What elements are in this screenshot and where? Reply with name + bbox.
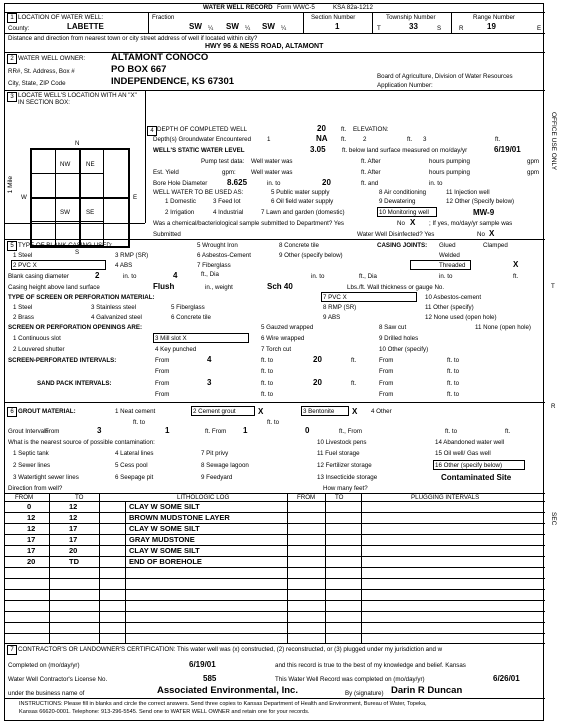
contam-fertilizer: 12 Fertilizer storage bbox=[317, 462, 372, 469]
sp-ft: ft. bbox=[351, 357, 357, 364]
log-desc: BROWN MUDSTONE LAYER bbox=[129, 513, 230, 522]
fraction-q1: SW bbox=[189, 22, 202, 31]
board-label: Board of Agriculture, Division of Water Resources bbox=[377, 73, 513, 80]
screen-label: TYPE OF SCREEN OR PERFORATION MATERIAL: bbox=[8, 294, 155, 301]
form-ksa: KSA 82a-1212 bbox=[333, 4, 373, 11]
table-row bbox=[5, 546, 545, 555]
instructions-line-2: Kansas 66620-0001. Telephone: 913-296-5545. Send one to WATER WELL OWNER and retain one for your records. bbox=[19, 709, 310, 715]
log-from: 17 bbox=[27, 546, 36, 555]
se-label: SE bbox=[86, 209, 95, 216]
sp-from-row2: From bbox=[155, 368, 170, 375]
grout-cement-x: X bbox=[258, 407, 264, 416]
log-rule bbox=[5, 611, 287, 612]
side-sec-label: SEC bbox=[550, 512, 557, 526]
sand-to-value: 20 bbox=[313, 378, 322, 387]
contam-insecticide: 13 Insecticide storage bbox=[317, 474, 378, 481]
contam-oilgas: 15 Oil well/ Gas well bbox=[435, 450, 491, 457]
fraction-q2: SW bbox=[226, 22, 239, 31]
compass-e: E bbox=[133, 194, 138, 201]
log-desc: GRAY MUDSTONE bbox=[129, 535, 195, 544]
contam-sewer: 2 Sewer lines bbox=[13, 462, 51, 469]
record-text: This Water Well Record was completed on (mo/day/yr) bbox=[275, 676, 425, 683]
instructions-line-1: INSTRUCTIONS: Please fill in blanks and circle the correct answers. Send three copies to Kansas Department of Health and Environment, Bureau of Water, Topeka, bbox=[19, 701, 427, 707]
casing-steel: 1 Steel bbox=[13, 252, 33, 259]
log-header-from: FROM bbox=[15, 494, 34, 501]
grout-bentonite: 3 Bentonite bbox=[303, 408, 335, 415]
business-label: under the business name of bbox=[8, 690, 85, 697]
yield-hours: hours pumping bbox=[429, 169, 470, 176]
range-label: Range Number bbox=[473, 14, 515, 21]
license-label: Water Well Contractor's License No. bbox=[8, 676, 108, 683]
log-desc: END OF BOREHOLE bbox=[129, 557, 202, 566]
opening-wire: 6 Wire wrapped bbox=[261, 335, 305, 342]
sand-ft: ft. bbox=[351, 380, 357, 387]
section-6-number: 6 bbox=[7, 407, 17, 417]
grout-ft-from: ft., From bbox=[339, 428, 363, 435]
gw3-number: 3 bbox=[423, 136, 427, 143]
threaded-x: X bbox=[513, 260, 519, 269]
water-well-record-form bbox=[4, 3, 544, 721]
county-value: LABETTE bbox=[67, 22, 104, 31]
casing-pvc: 2 PVC X bbox=[13, 262, 37, 269]
use-monitoring: 10 Monitoring well bbox=[379, 209, 429, 216]
joints-label: CASING JOINTS: bbox=[377, 242, 428, 249]
log-from: 0 bbox=[27, 502, 32, 511]
bore-label: Bore Hole Diameter bbox=[153, 180, 208, 187]
log-desc: CLAY W SOME SILT bbox=[129, 524, 200, 533]
table-row bbox=[5, 557, 545, 566]
quarter-symbol-1: ¼ bbox=[208, 25, 214, 32]
yield-well-water: Well water was bbox=[251, 169, 293, 176]
chem-label: Was a chemical/bacteriological sample submitted to Department? Yes bbox=[153, 220, 344, 227]
grout-to-label: ft. to bbox=[133, 419, 146, 426]
compass-s: S bbox=[75, 249, 80, 256]
log-from: 12 bbox=[27, 524, 36, 533]
sp-intervals-label: SCREEN-PERFORATED INTERVALS: bbox=[8, 357, 117, 364]
plug-rule bbox=[287, 622, 545, 623]
address-label: RR#, St. Address, Box # bbox=[8, 68, 75, 75]
groundwater-label: Depth(s) Groundwater Encountered bbox=[153, 136, 252, 143]
plug-rule bbox=[287, 578, 545, 579]
distance-label: Distance and direction from nearest town or city street address of well if located within city? bbox=[8, 35, 258, 42]
grout-from-value: 3 bbox=[97, 426, 102, 435]
use-oilfield: 6 Oil field water supply bbox=[271, 198, 334, 205]
sand-intervals-label: SAND PACK INTERVALS: bbox=[37, 380, 112, 387]
table-row bbox=[5, 513, 545, 522]
use-air: 8 Air conditioning bbox=[379, 189, 427, 196]
static-value: 3.05 bbox=[310, 145, 326, 154]
log-to: 12 bbox=[69, 502, 78, 511]
grout-from2-value: 1 bbox=[243, 426, 248, 435]
screen-fiberglass: 5 Fiberglass bbox=[171, 304, 205, 311]
use-irrigation: 2 Irrigation bbox=[165, 209, 195, 216]
log-header-plugging: PLUGGING INTERVALS bbox=[411, 494, 480, 501]
weight-value: Sch 40 bbox=[267, 282, 293, 291]
completed-value: 6/19/01 bbox=[189, 660, 216, 669]
static-date: 6/19/01 bbox=[494, 145, 521, 154]
compass-w: W bbox=[21, 194, 27, 201]
log-header-from2: FROM bbox=[297, 494, 316, 501]
bore-in-to2: in. to bbox=[429, 180, 443, 187]
range-prefix: R bbox=[459, 25, 464, 32]
license-value: 585 bbox=[203, 674, 217, 683]
signature-label: By (signature) bbox=[345, 690, 384, 697]
county-label: County: bbox=[8, 25, 30, 32]
contam-watertight: 3 Watertight sewer lines bbox=[13, 474, 79, 481]
grout-intervals-label: Grout Intervals bbox=[8, 428, 49, 435]
form-title: WATER WELL RECORD bbox=[203, 4, 273, 11]
section-5-number: 5 bbox=[7, 241, 17, 251]
sp-from2-row2: From bbox=[379, 368, 394, 375]
contam-septic: 1 Septic tank bbox=[13, 450, 49, 457]
owner-value: ALTAMONT CONOCO bbox=[111, 52, 209, 63]
certification-text: CONTRACTOR'S OR LANDOWNER'S CERTIFICATION: This water well was (x) constructed, (2) reconstructed, or (3) plugged under my jurisdiction and w bbox=[18, 646, 443, 653]
diameter-in-to: in. to bbox=[123, 273, 137, 280]
gw2-number: 2 bbox=[363, 136, 367, 143]
true-text: and this record is true to the best of my knowledge and belief. Kansas bbox=[275, 662, 466, 669]
mile-label: 1 Mile bbox=[7, 176, 14, 194]
bore-depth: 20 bbox=[322, 178, 331, 187]
opening-torch: 7 Torch cut bbox=[261, 346, 292, 353]
direction-label: Direction from well? bbox=[8, 485, 63, 492]
use-public: 5 Public water supply bbox=[271, 189, 330, 196]
disinfect-no: No bbox=[477, 231, 485, 238]
section-7-number: 7 bbox=[7, 645, 17, 655]
use-industrial: 4 Industrial bbox=[213, 209, 244, 216]
gw1-value: NA bbox=[316, 134, 328, 143]
pump-gpm: gpm bbox=[527, 158, 540, 165]
quarter-symbol-3: ¼ bbox=[281, 25, 287, 32]
depth-ft: ft. bbox=[341, 126, 347, 133]
screen-concrete: 6 Concrete tile bbox=[171, 314, 211, 321]
plug-rule bbox=[287, 600, 545, 601]
log-desc: CLAY W SOME SILT bbox=[129, 502, 200, 511]
sw-label: SW bbox=[60, 209, 70, 216]
use-domestic: 1 Domestic bbox=[165, 198, 196, 205]
grout-ft-end: ft. bbox=[505, 428, 511, 435]
use-feedlot: 3 Feed lot bbox=[213, 198, 241, 205]
grout-to-value: 1 bbox=[165, 426, 170, 435]
gw2-ft: ft. bbox=[407, 136, 413, 143]
submitted-label: Submitted bbox=[153, 231, 181, 238]
static-after: ft. below land surface measured on mo/day/yr bbox=[342, 147, 468, 154]
bore-value: 8.625 bbox=[227, 178, 248, 187]
height-value: Flush bbox=[153, 282, 175, 291]
log-to: TD bbox=[69, 557, 79, 566]
section-number-label: Section Number bbox=[311, 14, 356, 21]
contam-privy: 7 Pit privy bbox=[201, 450, 229, 457]
contam-abandoned: 14 Abandoned water well bbox=[435, 439, 505, 446]
well-id: MW-9 bbox=[473, 208, 495, 217]
table-row bbox=[5, 535, 545, 544]
sp-to2-row2: ft. to bbox=[447, 368, 460, 375]
sp-from2-label: From bbox=[379, 357, 394, 364]
diameter-label: Blank casing diameter bbox=[8, 273, 69, 280]
log-header-lithologic: LITHOLOGIC LOG bbox=[177, 494, 230, 501]
screen-pvc: 7 PVC X bbox=[323, 294, 347, 301]
chem-no: No bbox=[397, 220, 405, 227]
grout-to2-value: 0 bbox=[305, 426, 310, 435]
use-label: WELL WATER TO BE USED AS: bbox=[153, 189, 244, 196]
screen-asbestos: 10 Asbestos-cement bbox=[425, 294, 482, 301]
joints-glued: Glued bbox=[439, 242, 456, 249]
height-label: Casing height above land surface bbox=[8, 284, 100, 291]
range-value: 19 bbox=[487, 22, 496, 31]
log-to: 20 bbox=[69, 546, 78, 555]
location-label: LOCATION OF WATER WELL: bbox=[18, 14, 104, 21]
contam-lagoon: 8 Sewage lagoon bbox=[201, 462, 249, 469]
grout-from-label: From bbox=[45, 428, 60, 435]
opening-continuous: 1 Continuous slot bbox=[13, 335, 61, 342]
side-t-label: T bbox=[551, 283, 555, 290]
depth-label: DEPTH OF COMPLETED WELL bbox=[157, 126, 248, 133]
casing-other: 9 Other (specify below) bbox=[279, 252, 343, 259]
locate-label: LOCATE WELL'S LOCATION WITH AN "X" IN SECTION BOX: bbox=[18, 92, 137, 106]
bore-in-to: in. to bbox=[267, 180, 281, 187]
table-row bbox=[5, 502, 545, 511]
yield-ft-after: ft. After bbox=[361, 169, 381, 176]
opening-louvered: 2 Louvered shutter bbox=[13, 346, 65, 353]
chem-x: X bbox=[410, 218, 416, 227]
log-header-to: TO bbox=[75, 494, 84, 501]
casing-abs: 4 ABS bbox=[115, 262, 133, 269]
grout-from2-label: ft. From bbox=[205, 428, 227, 435]
application-number-label: Application Number: bbox=[377, 82, 433, 89]
casing-asbestos: 6 Asbestos-Cement bbox=[197, 252, 251, 259]
plug-rule bbox=[287, 633, 545, 634]
sp-to-value: 20 bbox=[313, 355, 322, 364]
section-1-number: 1 bbox=[7, 13, 17, 23]
diameter-in-to-c: in. to bbox=[439, 273, 453, 280]
howmany-label: How many feet? bbox=[323, 485, 368, 492]
gw1-number: 1 bbox=[267, 136, 271, 143]
yield-label: Est. Yield bbox=[153, 169, 179, 176]
diameter-ft: ft. bbox=[513, 273, 519, 280]
opening-mill: 3 Mill slot X bbox=[155, 335, 187, 342]
distance-value: HWY 96 & NESS ROAD, ALTAMONT bbox=[205, 43, 324, 50]
sand-to-row2: ft. to bbox=[261, 391, 274, 398]
fraction-label: Fraction bbox=[152, 14, 175, 21]
joints-clamped: Clamped bbox=[483, 242, 508, 249]
use-injection: 11 Injection well bbox=[446, 189, 490, 196]
contam-lateral: 4 Lateral lines bbox=[115, 450, 154, 457]
sp-from-label: From bbox=[155, 357, 170, 364]
opening-gauzed: 5 Gauzed wrapped bbox=[261, 324, 314, 331]
grout-to2-label: ft. to bbox=[267, 419, 280, 426]
use-other: 12 Other (Specify below) bbox=[446, 198, 515, 205]
plug-rule bbox=[287, 567, 545, 568]
log-from: 12 bbox=[27, 513, 36, 522]
opening-none: 11 None (open hole) bbox=[475, 324, 531, 331]
city-value: INDEPENDENCE, KS 67301 bbox=[111, 76, 235, 87]
quarter-symbol-2: ¼ bbox=[245, 25, 251, 32]
contam-feedyard: 9 Feedyard bbox=[201, 474, 233, 481]
log-to: 17 bbox=[69, 524, 78, 533]
nw-label: NW bbox=[60, 161, 71, 168]
diameter-in-to-b: in. to bbox=[311, 273, 325, 280]
height-weight-label: in., weight bbox=[205, 284, 233, 291]
gw3-ft: ft. bbox=[495, 136, 501, 143]
grout-bentonite-x: X bbox=[352, 407, 358, 416]
log-to: 12 bbox=[69, 513, 78, 522]
sand-to2-row2: ft. to bbox=[447, 391, 460, 398]
opening-saw: 8 Saw cut bbox=[379, 324, 407, 331]
form-number: Form WWC-5 bbox=[277, 4, 315, 11]
log-header-to2: TO bbox=[335, 494, 344, 501]
sp-to-row2: ft. to bbox=[261, 368, 274, 375]
disinfect-label: Water Well Disinfected? Yes bbox=[357, 231, 435, 238]
ne-label: NE bbox=[86, 161, 95, 168]
static-label: WELL'S STATIC WATER LEVEL bbox=[153, 147, 245, 154]
grout-to3-label: ft. to bbox=[445, 428, 458, 435]
log-rule bbox=[5, 622, 287, 623]
city-label: City, State, ZIP Code bbox=[8, 80, 66, 87]
contam-other: 16 Other (specify below) bbox=[435, 462, 503, 469]
pump-ft-after: ft. After bbox=[361, 158, 381, 165]
township-value: 33 bbox=[409, 22, 418, 31]
grout-cement: 2 Cement grout bbox=[193, 408, 236, 415]
sand-from-value: 3 bbox=[207, 378, 212, 387]
fraction-q3: SW bbox=[262, 22, 275, 31]
chem-after: ; If yes, mo/day/yr sample was bbox=[429, 220, 513, 227]
pump-well-water: Well water was bbox=[251, 158, 293, 165]
use-lawn: 7 Lawn and garden (domestic) bbox=[261, 209, 345, 216]
screen-galvanized: 4 Galvanized steel bbox=[91, 314, 142, 321]
joints-threaded: Threaded bbox=[439, 262, 466, 269]
diameter-to: 4 bbox=[173, 271, 178, 280]
sand-from-label: From bbox=[155, 380, 170, 387]
casing-concrete: 8 Concrete tile bbox=[279, 242, 319, 249]
casing-rmp: 3 RMP (SR) bbox=[115, 252, 149, 259]
screen-none: 12 None used (open hole) bbox=[425, 314, 497, 321]
side-r-label: R bbox=[551, 403, 556, 410]
grout-neat: 1 Neat cement bbox=[115, 408, 156, 415]
screen-stainless: 3 Stainless steel bbox=[91, 304, 137, 311]
contam-fuel: 11 Fuel storage bbox=[317, 450, 360, 457]
screen-brass: 2 Brass bbox=[13, 314, 34, 321]
casing-type-label: TYPE OF BLANK CASING USED: bbox=[18, 242, 113, 249]
contam-livestock: 10 Livestock pens bbox=[317, 439, 367, 446]
sand-to-label: ft. to bbox=[261, 380, 274, 387]
casing-fiberglass: 7 Fiberglass bbox=[197, 262, 231, 269]
diameter-value: 2 bbox=[95, 271, 100, 280]
log-from: 20 bbox=[27, 557, 36, 566]
township-prefix: T bbox=[377, 25, 381, 32]
section-number-value: 1 bbox=[335, 22, 340, 31]
diameter-ft-dia2: ft., Dia bbox=[359, 273, 377, 280]
township-label: Township Number bbox=[386, 14, 436, 21]
weight-lbs-label: Lbs./ft. Wall thickness or gauge No. bbox=[347, 284, 445, 291]
screen-steel: 1 Steel bbox=[13, 304, 33, 311]
yield-gpm: gpm: bbox=[222, 169, 236, 176]
contam-site: Contaminated Site bbox=[441, 473, 512, 482]
signature-value: Darin R Duncan bbox=[391, 685, 463, 696]
range-suffix: E bbox=[537, 25, 542, 32]
sand-from2-label: From bbox=[379, 380, 394, 387]
yield-gpm2: gpm bbox=[527, 169, 540, 176]
table-row bbox=[5, 524, 545, 533]
sand-to2-label: ft. to bbox=[447, 380, 460, 387]
contamination-label: What is the nearest source of possible contamination: bbox=[8, 439, 155, 446]
plug-rule bbox=[287, 611, 545, 612]
sp-to-label: ft. to bbox=[261, 357, 274, 364]
office-use-label: OFFICE USE ONLY bbox=[550, 112, 557, 171]
pump-label: Pump test data: bbox=[201, 158, 245, 165]
joints-welded: Welded bbox=[439, 252, 460, 259]
log-rule bbox=[5, 589, 287, 590]
screen-abs: 9 ABS bbox=[323, 314, 341, 321]
openings-label: SCREEN OR PERFORATION OPENINGS ARE: bbox=[8, 324, 143, 331]
sp-to2-label: ft. to bbox=[447, 357, 460, 364]
section-2-number: 2 bbox=[7, 54, 17, 64]
township-suffix: S bbox=[437, 25, 442, 32]
business-value: Associated Environmental, Inc. bbox=[157, 685, 298, 696]
casing-wrought: 5 Wrought Iron bbox=[197, 242, 238, 249]
opening-drilled: 9 Drilled holes bbox=[379, 335, 419, 342]
disinfect-x: X bbox=[489, 229, 495, 238]
plug-rule bbox=[287, 589, 545, 590]
log-from: 17 bbox=[27, 535, 36, 544]
grout-other: 4 Other bbox=[371, 408, 392, 415]
depth-value: 20 bbox=[317, 124, 326, 133]
bore-ft-and: ft. and bbox=[361, 180, 379, 187]
elevation-label: ELEVATION: bbox=[353, 126, 389, 133]
log-rule bbox=[5, 567, 287, 568]
grout-label: GROUT MATERIAL: bbox=[18, 408, 76, 415]
contam-cesspool: 5 Cess pool bbox=[115, 462, 148, 469]
completed-label: Completed on (mo/day/yr) bbox=[8, 662, 80, 669]
owner-label: WATER WELL OWNER: bbox=[18, 55, 86, 62]
sand-from2-row2: From bbox=[379, 391, 394, 398]
screen-other: 11 Other (specify) bbox=[425, 304, 474, 311]
log-desc: CLAY W SOME SILT bbox=[129, 546, 200, 555]
log-rule bbox=[5, 600, 287, 601]
screen-rmp: 8 RMP (SR) bbox=[323, 304, 357, 311]
use-dewatering: 9 Dewatering bbox=[379, 198, 416, 205]
sand-from-row2: From bbox=[155, 391, 170, 398]
section-3-number: 3 bbox=[7, 92, 17, 102]
gw1-ft: ft. bbox=[341, 136, 347, 143]
pump-hours: hours pumping bbox=[429, 158, 470, 165]
diameter-ft-dia: ft., Dia bbox=[201, 271, 219, 278]
log-rule bbox=[5, 578, 287, 579]
opening-key: 4 Key punched bbox=[155, 346, 197, 353]
sp-from-value: 4 bbox=[207, 355, 212, 364]
log-to: 17 bbox=[69, 535, 78, 544]
section-box[interactable] bbox=[30, 148, 130, 248]
log-rule bbox=[5, 633, 287, 634]
address-value: PO BOX 667 bbox=[111, 64, 167, 75]
contam-seepage: 6 Seepage pit bbox=[115, 474, 154, 481]
opening-other: 10 Other (specify) bbox=[379, 346, 429, 353]
record-date: 6/26/01 bbox=[493, 674, 520, 683]
compass-n: N bbox=[75, 140, 80, 147]
section-4-number: 4 bbox=[147, 126, 157, 136]
